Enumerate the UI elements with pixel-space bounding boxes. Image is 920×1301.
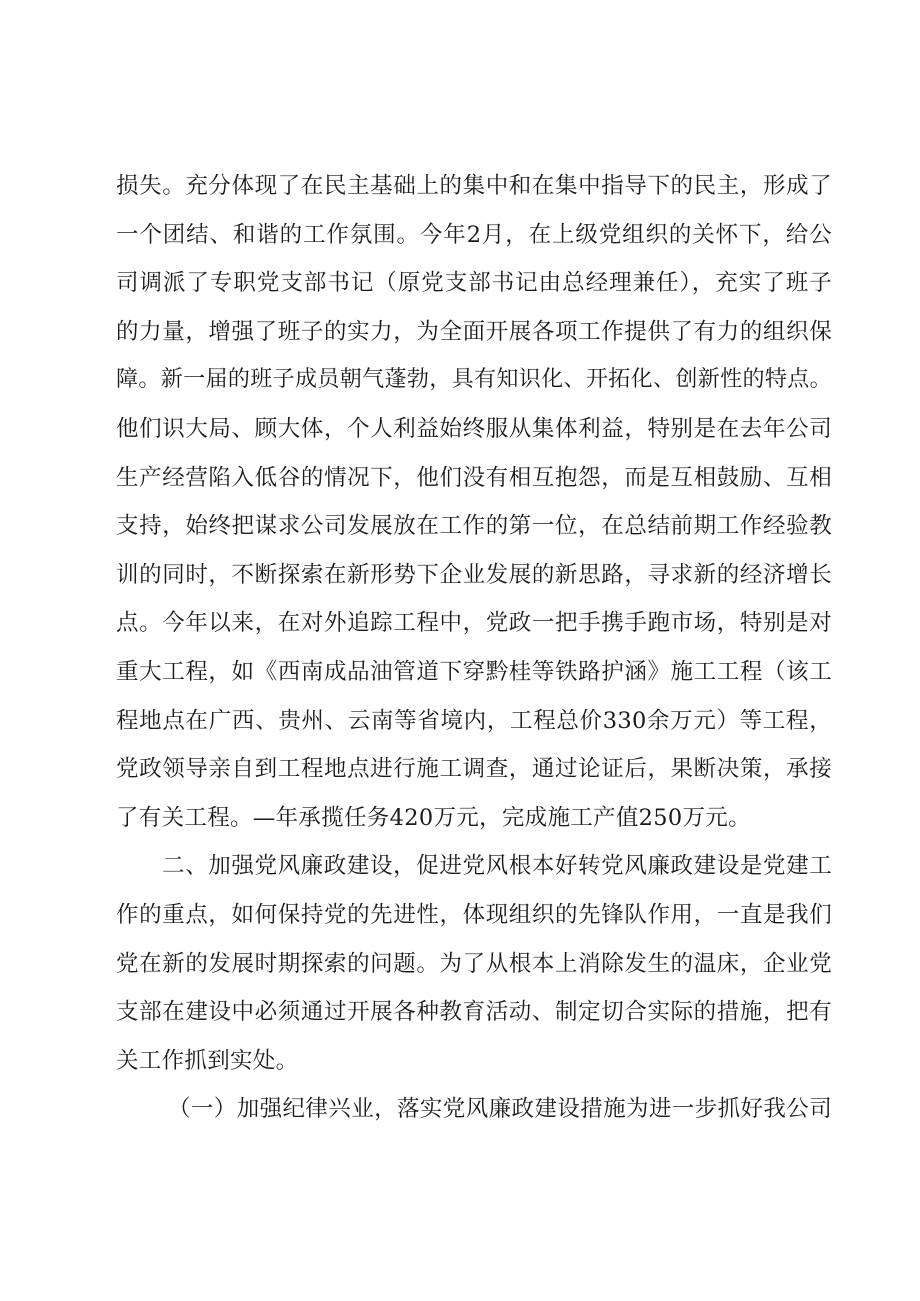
text-line: 支部在建设中必须通过开展各种教育活动、制定切合实际的措施，把有	[116, 999, 832, 1026]
text-line: 党政领导亲自到工程地点进行施工调查，通过论证后，果断决策，承接	[116, 756, 832, 783]
text-line: 程地点在广西、贵州、云南等省境内，工程总价330余万元）等工程，	[116, 707, 832, 734]
text-line: 训的同时，不断探索在新形势下企业发展的新思路，寻求新的经济增长	[116, 561, 832, 588]
text-line: 支持，始终把谋求公司发展放在工作的第一位，在总结前期工作经验教	[116, 513, 832, 540]
body-text	[116, 162, 832, 1134]
text-line: 了有关工程。—年承揽任务420万元，完成施工产值250万元。	[116, 804, 751, 831]
text-line: 作的重点，如何保持党的先进性，体现组织的先锋队作用，一直是我们	[116, 901, 832, 928]
text-line: 司调派了专职党支部书记（原党支部书记由总经理兼任），充实了班子	[116, 270, 832, 297]
text-line: 他们识大局、顾大体，个人利益始终服从集体利益，特别是在去年公司	[116, 415, 832, 442]
text-line: 障。新一届的班子成员朝气蓬勃，具有知识化、开拓化、创新性的特点。	[116, 367, 832, 393]
section-heading-line: 二、加强党风廉政建设，促进党风根本好转党风廉政建设是党建工	[162, 853, 832, 880]
text-line: 重大工程，如《西南成品油管道下穿黔桂等铁路护涵》施工工程（该工	[116, 658, 832, 685]
text-line: 点。今年以来，在对外追踪工程中，党政一把手携手跑市场，特别是对	[116, 610, 832, 637]
subsection-heading-line: （一）加强纪律兴业，落实党风廉政建设措施为进一步抓好我公司	[168, 1096, 832, 1123]
text-line: 关工作抓到实处。	[116, 1047, 299, 1074]
text-line: 的力量，增强了班子的实力，为全面开展各项工作提供了有力的组织保	[116, 318, 832, 345]
text-line: 一个团结、和谐的工作氛围。今年2月，在上级党组织的关怀下，给公	[116, 221, 832, 248]
text-line: 党在新的发展时期探索的问题。为了从根本上消除发生的温床，企业党	[116, 950, 832, 977]
text-line: 生产经营陷入低谷的情况下，他们没有相互抱怨，而是互相鼓励、互相	[116, 464, 832, 491]
text-line: 损失。充分体现了在民主基础上的集中和在集中指导下的民主，形成了	[116, 173, 832, 199]
